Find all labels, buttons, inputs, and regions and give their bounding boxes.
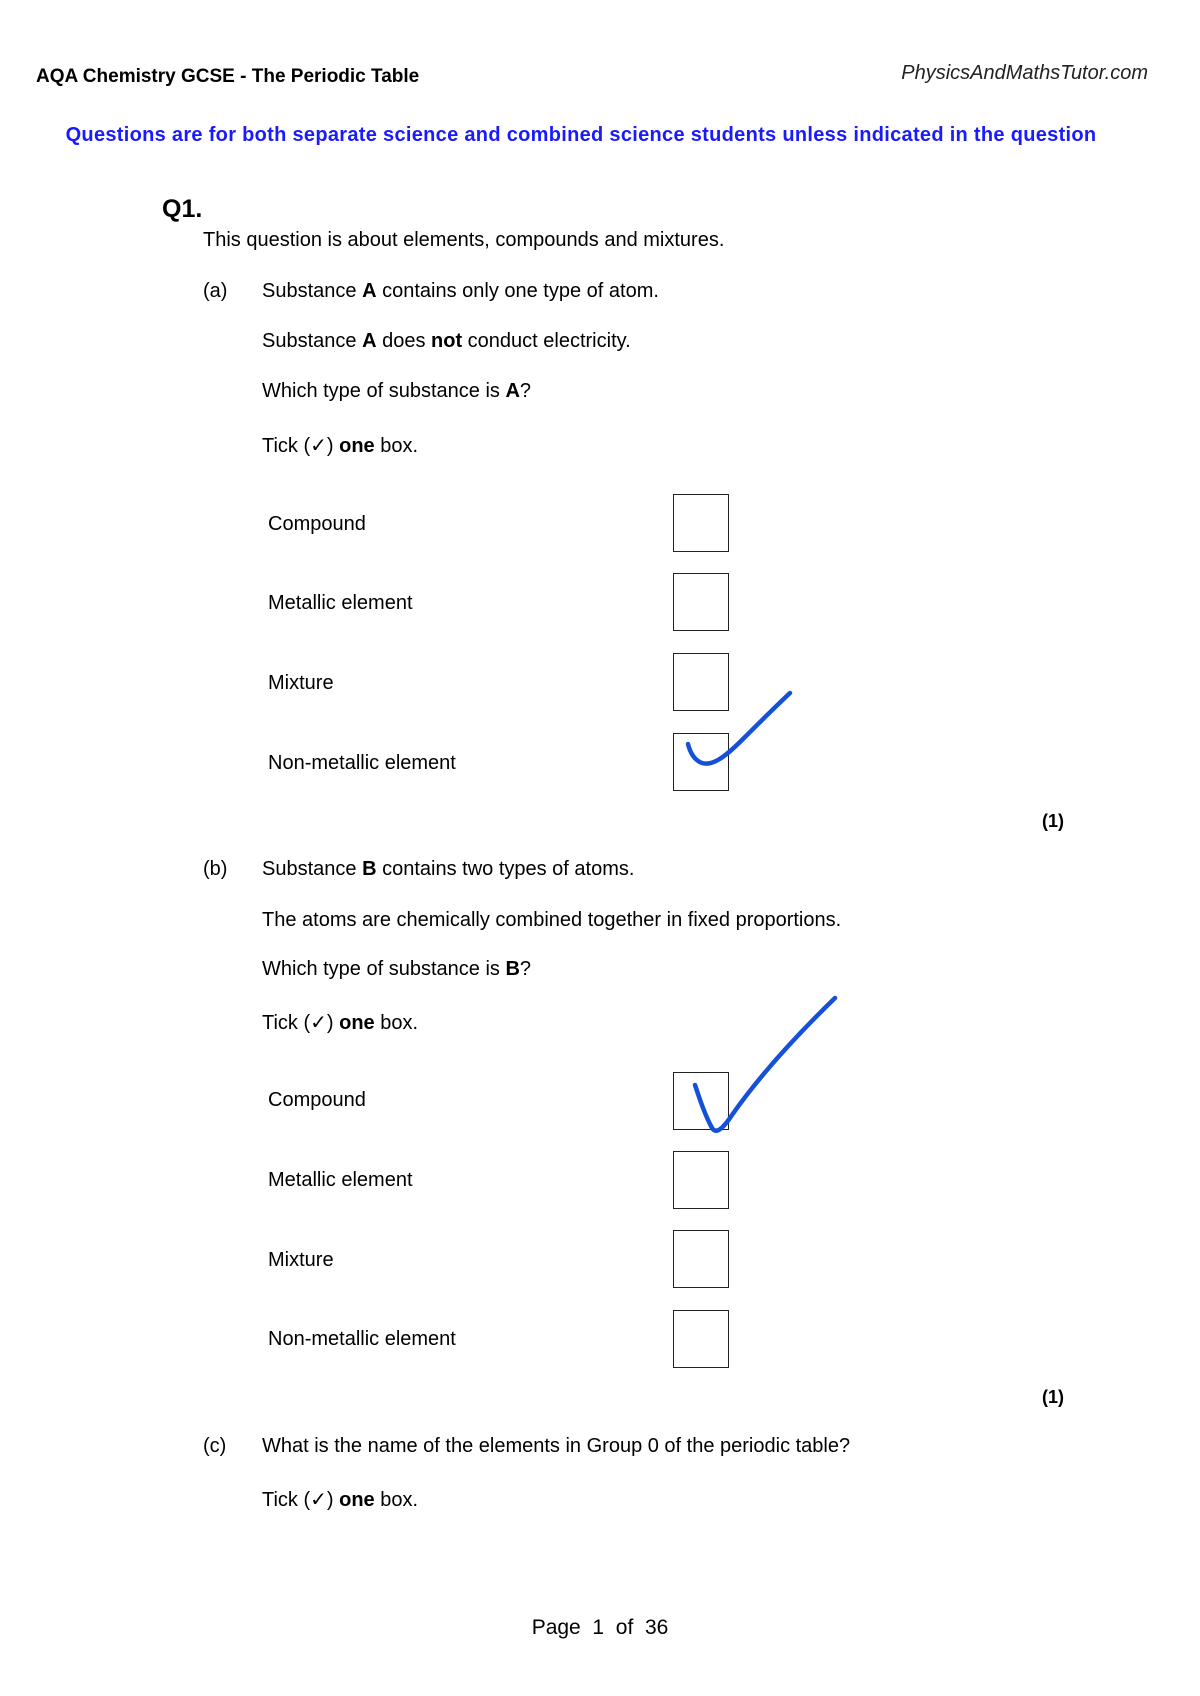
site-name: PhysicsAndMathsTutor.com <box>901 62 1148 84</box>
part-a-checkbox-metallic[interactable] <box>673 573 729 631</box>
part-c-tick-instruction: Tick (✓) one box. <box>262 1489 419 1511</box>
notice-text: Questions are for both separate science and combined science students unless indicated in the question <box>65 124 1097 146</box>
part-a-tick-instruction: Tick (✓) one box. <box>262 435 419 457</box>
part-a-line-3: Which type of substance is A? <box>262 380 532 402</box>
part-b-option-non-metallic: Non-metallic element <box>268 1328 456 1350</box>
part-a-checkbox-non-metallic[interactable] <box>673 733 729 791</box>
page-footer: Page 1 of 36 <box>531 1616 669 1639</box>
question-intro: This question is about elements, compounds and mixtures. <box>203 229 725 251</box>
part-a-option-non-metallic: Non-metallic element <box>268 752 456 774</box>
part-b-option-metallic: Metallic element <box>268 1169 413 1191</box>
part-a-option-mixture: Mixture <box>268 672 334 694</box>
document-title: AQA Chemistry GCSE - The Periodic Table <box>36 66 420 87</box>
part-b-checkbox-mixture[interactable] <box>673 1230 729 1288</box>
part-b-line-3: Which type of substance is B? <box>262 958 532 980</box>
part-a-line-1: Substance A contains only one type of atom. <box>262 280 659 302</box>
part-b-marks: (1) <box>1042 1387 1064 1407</box>
part-c-question: What is the name of the elements in Group 0 of the periodic table? <box>262 1435 851 1457</box>
part-b-line-2: The atoms are chemically combined together in fixed proportions. <box>262 909 842 931</box>
part-a-checkbox-mixture[interactable] <box>673 653 729 711</box>
part-b-line-1: Substance B contains two types of atoms. <box>262 858 635 880</box>
part-b-checkbox-compound[interactable] <box>673 1072 729 1130</box>
part-a-label: (a) <box>203 280 228 302</box>
question-number: Q1. <box>162 195 203 223</box>
part-a-checkbox-compound[interactable] <box>673 494 729 552</box>
part-b-label: (b) <box>203 858 228 880</box>
part-a-marks: (1) <box>1042 811 1064 831</box>
part-a-line-2: Substance A does not conduct electricity. <box>262 330 631 352</box>
part-b-checkbox-non-metallic[interactable] <box>673 1310 729 1368</box>
part-b-tick-instruction: Tick (✓) one box. <box>262 1012 419 1034</box>
part-b-option-compound: Compound <box>268 1089 366 1111</box>
part-b-checkbox-metallic[interactable] <box>673 1151 729 1209</box>
part-a-option-metallic: Metallic element <box>268 592 413 614</box>
part-a-option-compound: Compound <box>268 513 366 535</box>
part-c-label: (c) <box>203 1435 227 1457</box>
part-b-option-mixture: Mixture <box>268 1249 334 1271</box>
